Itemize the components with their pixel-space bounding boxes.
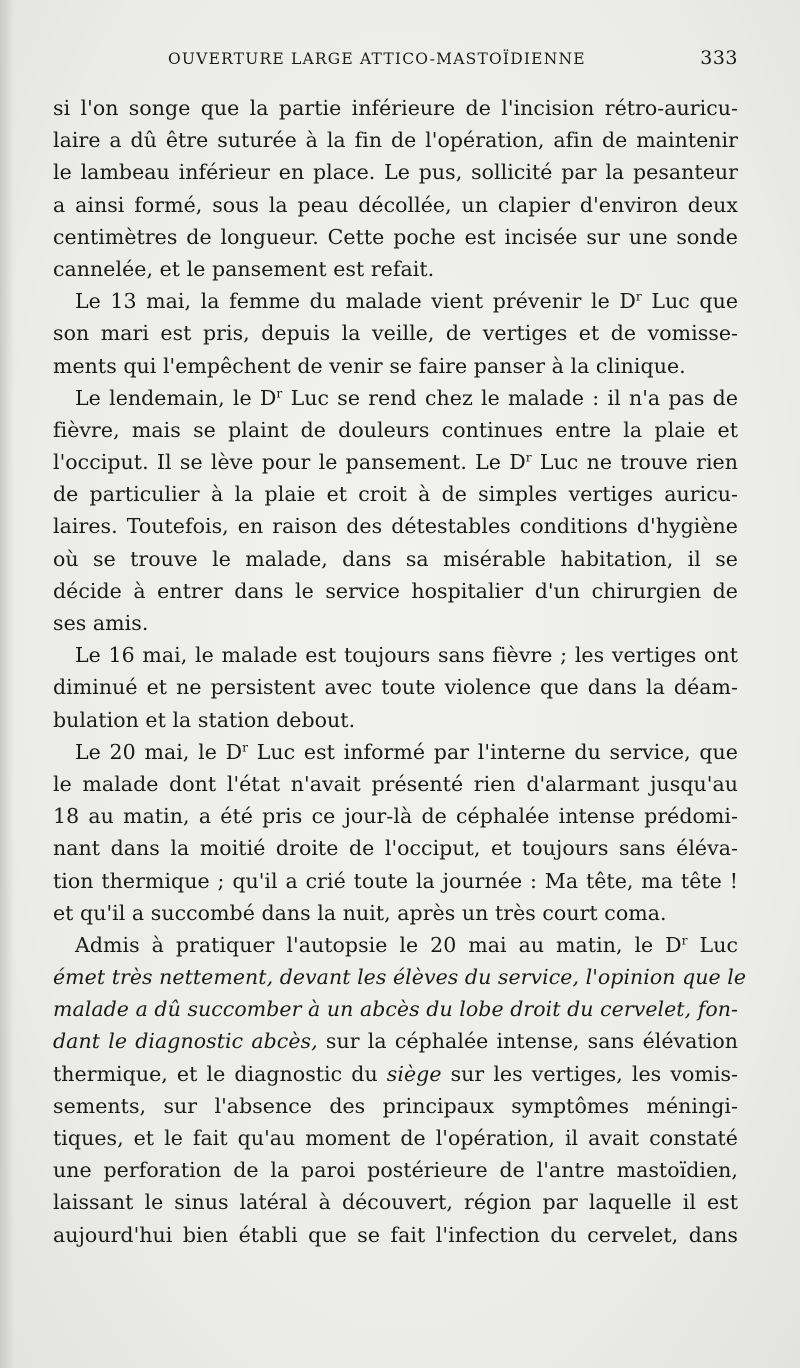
text-line: tiques, et le fait qu'au moment de l'opération, il avait constaté [53, 1126, 738, 1150]
text-line: sements, sur l'absence des principaux symptômes méningi- [53, 1093, 738, 1118]
text-line: laire a dû être suturée à la fin de l'opération, afin de maintenir [53, 128, 738, 153]
text-line: l'occiput. Il se lève pour le pansement. Le $D^r$ Luc ne trouve rien [53, 450, 738, 475]
text-line: centimètres de longueur. Cette poche est incisée sur une sonde [53, 224, 738, 249]
text-line: le malade dont l'état n'avait présenté rien d'alarmant jusqu'au [53, 771, 738, 796]
text-line: de particulier à la plaie et croit à de simples vertiges auricu- [53, 482, 738, 507]
running-title: OUVERTURE LARGE ATTICO-MASTOÏDIENNE [168, 50, 586, 68]
text-line: 18 au matin, a été pris ce jour-là de céphalée intense prédomi- [53, 804, 738, 829]
text-line: ments qui l'empêchent de venir se faire panser à la clinique. [53, 353, 686, 378]
text-line: le lambeau inférieur en place. Le pus, sollicité par la pesanteur [53, 160, 738, 185]
text-line: fièvre, mais se plaint de douleurs continues entre la plaie et [53, 417, 738, 442]
text-line: diminué et ne persistent avec toute violence que dans la déam- [53, 675, 738, 700]
page-number: 333 [700, 47, 738, 69]
page-gutter-shadow [0, 0, 14, 1368]
text-line: ses amis. [53, 611, 149, 635]
text-line: nant dans la moitié droite de l'occiput, et toujours sans éléva- [53, 836, 738, 861]
text-line: si l'on songe que la partie inférieure de l'incision rétro-auricu- [53, 96, 738, 120]
text-line: et qu'il a succombé dans la nuit, après un très court coma. [53, 900, 667, 925]
text-line: Le 20 mai, le $D^r$ Luc est informé par l'interne du service, que [75, 739, 738, 764]
text-line: a ainsi formé, sous la peau décollée, un clapier d'environ deux [53, 192, 738, 217]
text-line: malade a dû succomber à un abcès du lobe droit du cervelet, fon- [53, 997, 738, 1022]
text-line: où se trouve le malade, dans sa misérable habitation, il se [53, 546, 738, 571]
text-line: émet très nettement, devant les élèves du service, l'opinion que le [53, 965, 747, 990]
text-line: une perforation de la paroi postérieure de l'antre mastoïdien, [53, 1158, 738, 1183]
page-header [168, 47, 738, 80]
text-line: Le lendemain, le $D^r$ Luc se rend chez le malade : il n'a pas de [75, 385, 738, 410]
text-line: thermique, et le diagnostic du siège sur les vertiges, les vomis- [53, 1061, 738, 1086]
text-line: son mari est pris, depuis la veille, de vertiges et de vomisse- [53, 321, 738, 346]
text-line: laissant le sinus latéral à découvert, région par laquelle il est [53, 1190, 738, 1215]
text-line: cannelée, et le pansement est refait. [53, 256, 435, 281]
text-line: décide à entrer dans le service hospitalier d'un chirurgien de [53, 578, 738, 603]
text-line: Le 16 mai, le malade est toujours sans fièvre ; les vertiges ont [75, 643, 738, 668]
text-line: Le 13 mai, la femme du malade vient prévenir le $D^r$ Luc que [75, 289, 738, 314]
text-line: tion thermique ; qu'il a crié toute la journée : Ma tête, ma tête ! [53, 868, 738, 893]
body-text [53, 92, 747, 1251]
text-line: aujourd'hui bien établi que se fait l'infection du cervelet, dans [53, 1222, 738, 1247]
text-line: bulation et la station debout. [53, 707, 356, 732]
text-line: Admis à pratiquer l'autopsie le 20 mai au matin, le $D^r$ Luc [75, 932, 738, 957]
text-line: laires. Toutefois, en raison des détestables conditions d'hygiène [53, 514, 738, 539]
text-line: dant le diagnostic abcès, sur la céphalée intense, sans élévation [53, 1029, 738, 1054]
